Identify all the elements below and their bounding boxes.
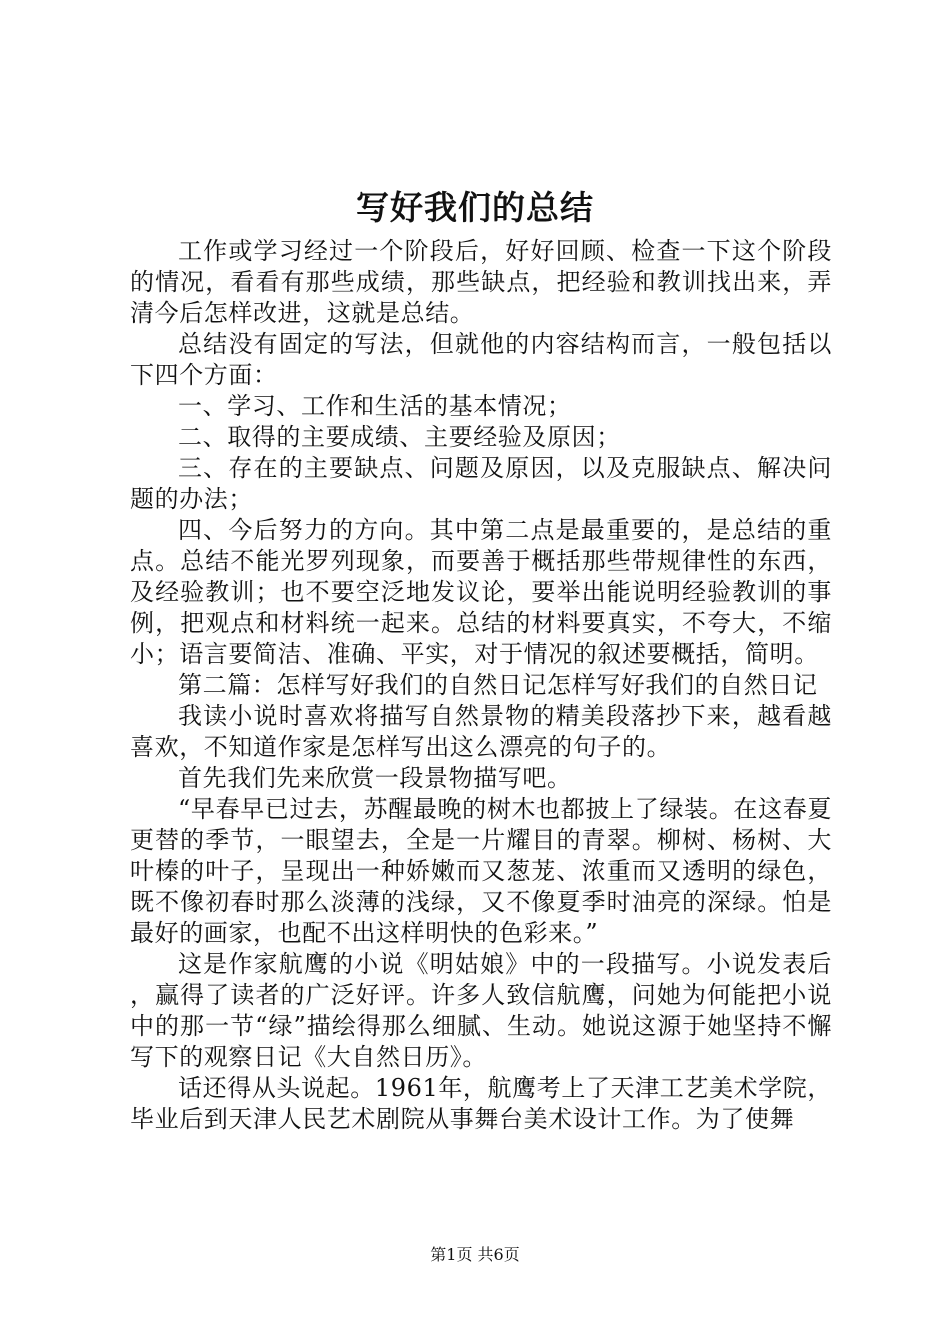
paragraph: 这是作家航鹰的小说《明姑娘》中的一段描写。小说发表后，赢得了读者的广泛好评。许多人致信航鹰，问她为何能把小说中的那一节“绿”描绘得那么细腻、生动。她说这源于她坚持不懈写下的观察日记《大自然日历》。 bbox=[130, 950, 832, 1071]
paragraph: 二、取得的主要成绩、主要经验及原因； bbox=[178, 423, 621, 451]
document-title: 写好我们的总结 bbox=[356, 188, 594, 227]
paragraph: 话还得从头说起。1961年，航鹰考上了天津工艺美术学院，毕业后到天津人民艺术剧院从事舞台美术设计工作。为了使舞 bbox=[130, 1074, 832, 1133]
paragraph: 一、学习、工作和生活的基本情况； bbox=[178, 392, 572, 420]
paragraph: 我读小说时喜欢将描写自然景物的精美段落抄下来，越看越喜欢，不知道作家是怎样写出这么漂亮的句子的。 bbox=[130, 702, 832, 761]
paragraph: 三、存在的主要缺点、问题及原因，以及克服缺点、解决问题的办法； bbox=[130, 454, 832, 513]
paragraph: 工作或学习经过一个阶段后，好好回顾、检查一下这个阶段的情况，看看有那些成绩，那些缺点，把经验和教训找出来，弄清今后怎样改进，这就是总结。 bbox=[130, 237, 832, 327]
quoted-paragraph: “早春早已过去，苏醒最晚的树木也都披上了绿装。在这春夏更替的季节，一眼望去，全是一片耀目的青翠。柳树、杨树、大叶榛的叶子，呈现出一种娇嫩而又葱茏、浓重而又透明的绿色，既不像初春时那么淡薄的浅绿，又不像夏季时油亮的深绿。怕是最好的画家，也配不出这样明快的色彩来。” bbox=[130, 795, 832, 947]
document-body bbox=[130, 236, 832, 1135]
page-footer: 第1页 共6页 bbox=[430, 1245, 520, 1264]
paragraph: 首先我们先来欣赏一段景物描写吧。 bbox=[178, 764, 572, 792]
paragraph: 四、今后努力的方向。其中第二点是最重要的，是总结的重点。总结不能光罗列现象，而要善于概括那些带规律性的东西，及经验教训；也不要空泛地发议论，要举出能说明经验教训的事例，把观点和材料统一起来。总结的材料要真实，不夸大，不缩小；语言要简洁、准确、平实，对于情况的叙述要概括，简明。 bbox=[130, 516, 832, 668]
paragraph: 总结没有固定的写法，但就他的内容结构而言，一般包括以下四个方面： bbox=[130, 330, 832, 389]
section-heading: 第二篇：怎样写好我们的自然日记怎样写好我们的自然日记 bbox=[178, 671, 818, 699]
